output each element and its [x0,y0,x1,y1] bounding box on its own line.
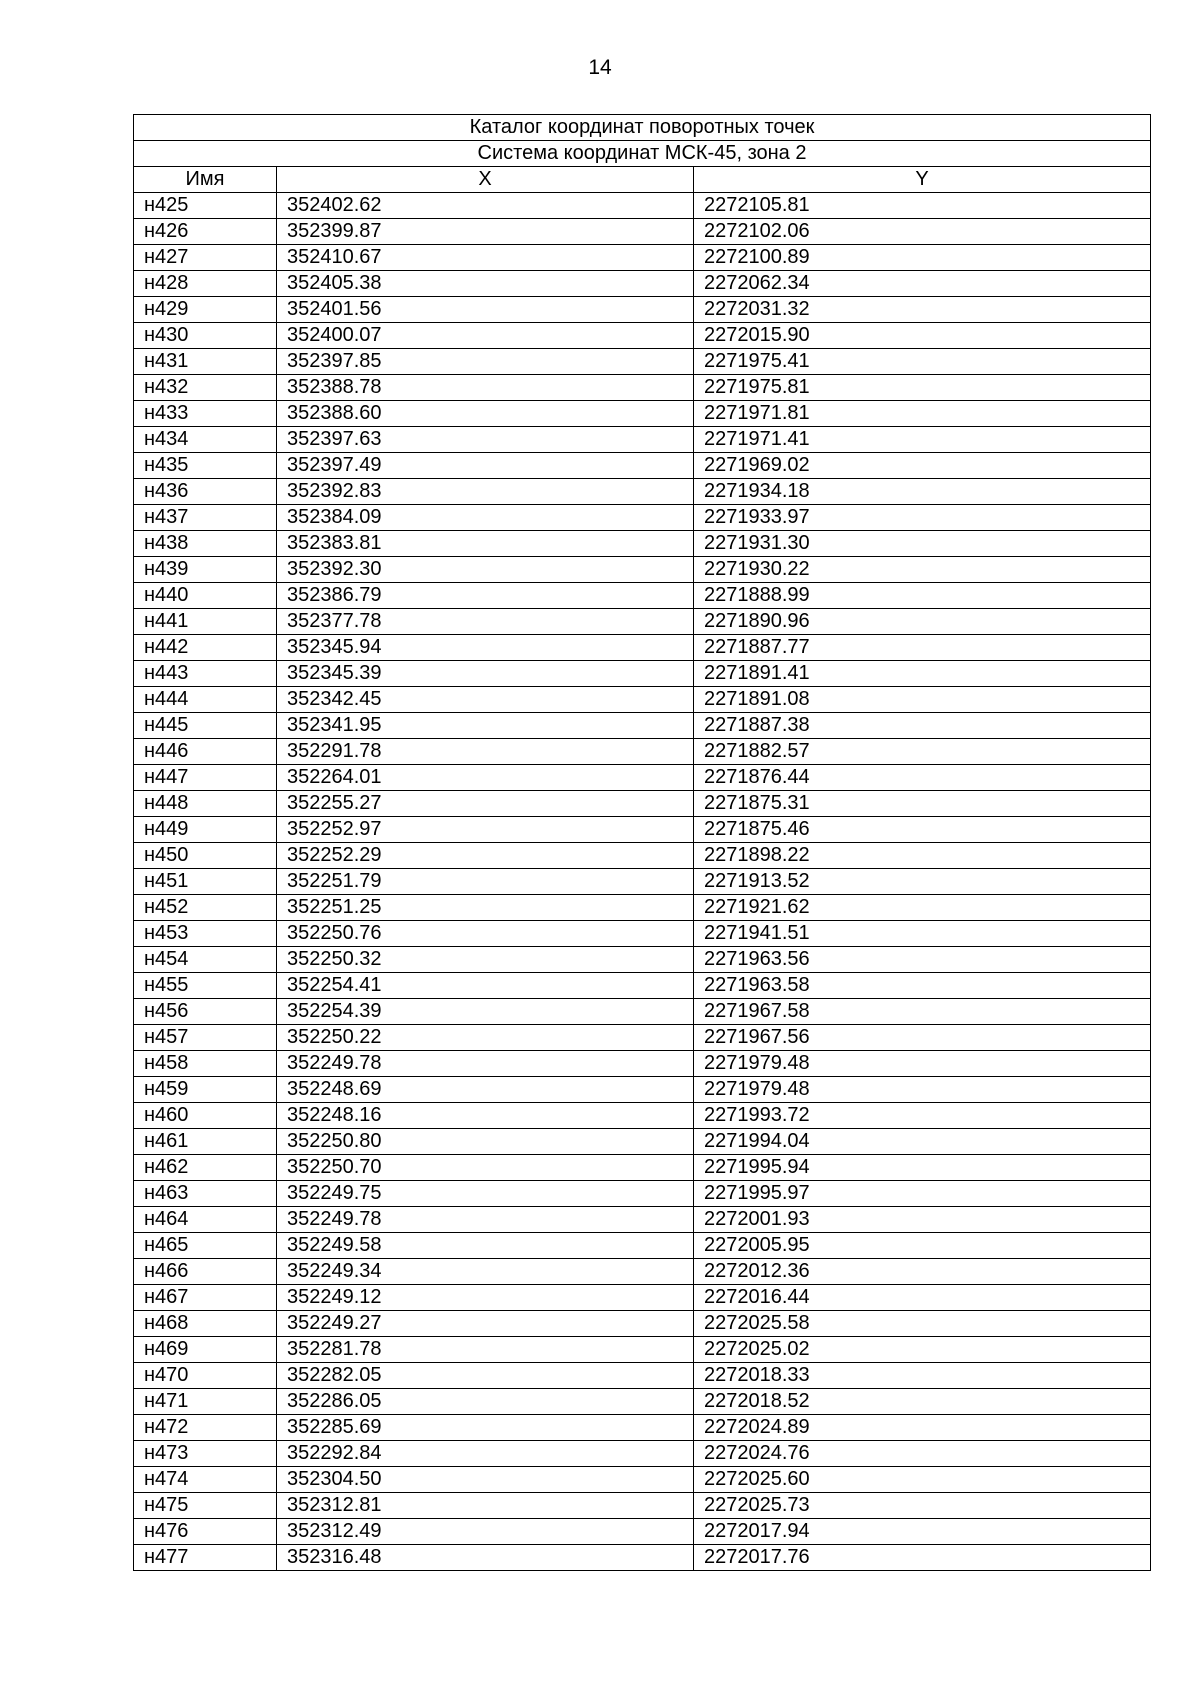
point-name-cell: н453 [134,921,277,947]
y-coordinate-cell: 2272100.89 [694,245,1151,271]
table-row [134,869,1151,895]
point-name-cell: н436 [134,479,277,505]
x-coordinate-cell: 352249.34 [277,1259,694,1285]
point-name-cell: н458 [134,1051,277,1077]
y-coordinate-cell: 2271971.41 [694,427,1151,453]
table-row [134,1155,1151,1181]
x-coordinate-cell: 352397.49 [277,453,694,479]
y-coordinate-cell: 2271967.58 [694,999,1151,1025]
point-name-cell: н429 [134,297,277,323]
table-row [134,1259,1151,1285]
point-name-cell: н428 [134,271,277,297]
point-name-cell: н443 [134,661,277,687]
point-name-cell: н464 [134,1207,277,1233]
table-subtitle-row [134,141,1151,167]
y-coordinate-cell: 2272025.02 [694,1337,1151,1363]
point-name-cell: н476 [134,1519,277,1545]
x-coordinate-cell: 352252.29 [277,843,694,869]
x-coordinate-cell: 352383.81 [277,531,694,557]
y-coordinate-cell: 2272102.06 [694,219,1151,245]
table-row [134,1545,1151,1571]
x-coordinate-cell: 352250.70 [277,1155,694,1181]
point-name-cell: н445 [134,713,277,739]
table-row [134,635,1151,661]
y-coordinate-cell: 2271933.97 [694,505,1151,531]
point-name-cell: н435 [134,453,277,479]
y-coordinate-cell: 2272025.58 [694,1311,1151,1337]
table-row [134,427,1151,453]
table-row [134,1051,1151,1077]
y-coordinate-cell: 2271993.72 [694,1103,1151,1129]
table-row [134,895,1151,921]
y-coordinate-cell: 2272025.60 [694,1467,1151,1493]
table-row [134,479,1151,505]
y-coordinate-cell: 2271975.41 [694,349,1151,375]
table-row [134,1311,1151,1337]
x-coordinate-cell: 352292.84 [277,1441,694,1467]
y-coordinate-cell: 2272024.76 [694,1441,1151,1467]
y-coordinate-cell: 2272005.95 [694,1233,1151,1259]
y-coordinate-cell: 2271887.38 [694,713,1151,739]
x-coordinate-cell: 352249.27 [277,1311,694,1337]
table-row [134,1337,1151,1363]
y-coordinate-cell: 2271979.48 [694,1051,1151,1077]
table-row [134,1519,1151,1545]
table-row [134,1077,1151,1103]
y-coordinate-cell: 2271931.30 [694,531,1151,557]
point-name-cell: н446 [134,739,277,765]
table-row [134,583,1151,609]
table-row [134,375,1151,401]
y-coordinate-cell: 2271971.81 [694,401,1151,427]
y-coordinate-cell: 2272017.94 [694,1519,1151,1545]
point-name-cell: н450 [134,843,277,869]
x-coordinate-cell: 352316.48 [277,1545,694,1571]
table-row [134,791,1151,817]
point-name-cell: н460 [134,1103,277,1129]
table-row [134,1181,1151,1207]
table-row [134,1363,1151,1389]
x-coordinate-cell: 352312.81 [277,1493,694,1519]
column-header-x: X [277,167,694,193]
x-coordinate-cell: 352250.32 [277,947,694,973]
x-coordinate-cell: 352392.30 [277,557,694,583]
point-name-cell: н468 [134,1311,277,1337]
y-coordinate-cell: 2272018.33 [694,1363,1151,1389]
y-coordinate-cell: 2271995.97 [694,1181,1151,1207]
table-row [134,245,1151,271]
x-coordinate-cell: 352250.76 [277,921,694,947]
point-name-cell: н455 [134,973,277,999]
point-name-cell: н425 [134,193,277,219]
y-coordinate-cell: 2271891.08 [694,687,1151,713]
y-coordinate-cell: 2272012.36 [694,1259,1151,1285]
x-coordinate-cell: 352384.09 [277,505,694,531]
point-name-cell: н449 [134,817,277,843]
y-coordinate-cell: 2272062.34 [694,271,1151,297]
y-coordinate-cell: 2271963.56 [694,947,1151,973]
point-name-cell: н474 [134,1467,277,1493]
x-coordinate-cell: 352397.85 [277,349,694,375]
y-coordinate-cell: 2272105.81 [694,193,1151,219]
x-coordinate-cell: 352341.95 [277,713,694,739]
point-name-cell: н441 [134,609,277,635]
point-name-cell: н440 [134,583,277,609]
x-coordinate-cell: 352285.69 [277,1415,694,1441]
x-coordinate-cell: 352386.79 [277,583,694,609]
table-row [134,1467,1151,1493]
table-row [134,1441,1151,1467]
x-coordinate-cell: 352254.41 [277,973,694,999]
point-name-cell: н432 [134,375,277,401]
table-row [134,1103,1151,1129]
table-row [134,1129,1151,1155]
point-name-cell: н466 [134,1259,277,1285]
point-name-cell: н477 [134,1545,277,1571]
x-coordinate-cell: 352251.25 [277,895,694,921]
point-name-cell: н454 [134,947,277,973]
point-name-cell: н430 [134,323,277,349]
point-name-cell: н434 [134,427,277,453]
table-row [134,817,1151,843]
column-header-y: Y [694,167,1151,193]
x-coordinate-cell: 352312.49 [277,1519,694,1545]
y-coordinate-cell: 2271891.41 [694,661,1151,687]
table-row [134,947,1151,973]
x-coordinate-cell: 352399.87 [277,219,694,245]
point-name-cell: н456 [134,999,277,1025]
x-coordinate-cell: 352388.60 [277,401,694,427]
table-row [134,973,1151,999]
y-coordinate-cell: 2272015.90 [694,323,1151,349]
table-row [134,843,1151,869]
x-coordinate-cell: 352264.01 [277,765,694,791]
table-header-row [134,167,1151,193]
y-coordinate-cell: 2271934.18 [694,479,1151,505]
point-name-cell: н459 [134,1077,277,1103]
table-row [134,1493,1151,1519]
x-coordinate-cell: 352250.22 [277,1025,694,1051]
table-row [134,271,1151,297]
point-name-cell: н467 [134,1285,277,1311]
point-name-cell: н452 [134,895,277,921]
y-coordinate-cell: 2271969.02 [694,453,1151,479]
y-coordinate-cell: 2272001.93 [694,1207,1151,1233]
table-row [134,1233,1151,1259]
point-name-cell: н465 [134,1233,277,1259]
y-coordinate-cell: 2271876.44 [694,765,1151,791]
x-coordinate-cell: 352291.78 [277,739,694,765]
x-coordinate-cell: 352255.27 [277,791,694,817]
point-name-cell: н444 [134,687,277,713]
table-row [134,661,1151,687]
x-coordinate-cell: 352249.75 [277,1181,694,1207]
x-coordinate-cell: 352286.05 [277,1389,694,1415]
point-name-cell: н469 [134,1337,277,1363]
point-name-cell: н438 [134,531,277,557]
point-name-cell: н439 [134,557,277,583]
point-name-cell: н433 [134,401,277,427]
table-row [134,1285,1151,1311]
table-row [134,453,1151,479]
point-name-cell: н448 [134,791,277,817]
x-coordinate-cell: 352388.78 [277,375,694,401]
table-row [134,505,1151,531]
y-coordinate-cell: 2271995.94 [694,1155,1151,1181]
table-row [134,1389,1151,1415]
table-body [134,193,1151,1571]
x-coordinate-cell: 352377.78 [277,609,694,635]
point-name-cell: н472 [134,1415,277,1441]
point-name-cell: н442 [134,635,277,661]
point-name-cell: н431 [134,349,277,375]
point-name-cell: н461 [134,1129,277,1155]
y-coordinate-cell: 2271975.81 [694,375,1151,401]
x-coordinate-cell: 352392.83 [277,479,694,505]
table-title: Каталог координат поворотных точек [134,115,1151,141]
table-row [134,687,1151,713]
y-coordinate-cell: 2272018.52 [694,1389,1151,1415]
x-coordinate-cell: 352249.12 [277,1285,694,1311]
x-coordinate-cell: 352250.80 [277,1129,694,1155]
table-row [134,609,1151,635]
table-row [134,297,1151,323]
point-name-cell: н451 [134,869,277,895]
x-coordinate-cell: 352304.50 [277,1467,694,1493]
table-row [134,1025,1151,1051]
point-name-cell: н470 [134,1363,277,1389]
y-coordinate-cell: 2271898.22 [694,843,1151,869]
x-coordinate-cell: 352251.79 [277,869,694,895]
point-name-cell: н473 [134,1441,277,1467]
table-row [134,921,1151,947]
y-coordinate-cell: 2271887.77 [694,635,1151,661]
y-coordinate-cell: 2271930.22 [694,557,1151,583]
y-coordinate-cell: 2271888.99 [694,583,1151,609]
x-coordinate-cell: 352345.94 [277,635,694,661]
table-row [134,401,1151,427]
x-coordinate-cell: 352282.05 [277,1363,694,1389]
y-coordinate-cell: 2271890.96 [694,609,1151,635]
table-row [134,713,1151,739]
x-coordinate-cell: 352252.97 [277,817,694,843]
table-row [134,999,1151,1025]
column-header-name: Имя [134,167,277,193]
x-coordinate-cell: 352345.39 [277,661,694,687]
table-row [134,349,1151,375]
table-row [134,219,1151,245]
x-coordinate-cell: 352249.78 [277,1207,694,1233]
y-coordinate-cell: 2272025.73 [694,1493,1151,1519]
x-coordinate-cell: 352342.45 [277,687,694,713]
y-coordinate-cell: 2272017.76 [694,1545,1151,1571]
coordinate-catalog-table [133,114,1151,1571]
y-coordinate-cell: 2271921.62 [694,895,1151,921]
point-name-cell: н471 [134,1389,277,1415]
x-coordinate-cell: 352405.38 [277,271,694,297]
point-name-cell: н475 [134,1493,277,1519]
table-row [134,739,1151,765]
x-coordinate-cell: 352397.63 [277,427,694,453]
x-coordinate-cell: 352410.67 [277,245,694,271]
point-name-cell: н463 [134,1181,277,1207]
y-coordinate-cell: 2271875.31 [694,791,1151,817]
table-row [134,531,1151,557]
point-name-cell: н437 [134,505,277,531]
table-row [134,765,1151,791]
table-row [134,1415,1151,1441]
table-subtitle: Система координат МСК-45, зона 2 [134,141,1151,167]
x-coordinate-cell: 352281.78 [277,1337,694,1363]
point-name-cell: н462 [134,1155,277,1181]
table-title-row [134,115,1151,141]
x-coordinate-cell: 352248.16 [277,1103,694,1129]
y-coordinate-cell: 2271941.51 [694,921,1151,947]
point-name-cell: н447 [134,765,277,791]
y-coordinate-cell: 2272024.89 [694,1415,1151,1441]
page-number: 14 [588,56,612,79]
y-coordinate-cell: 2271994.04 [694,1129,1151,1155]
x-coordinate-cell: 352400.07 [277,323,694,349]
table-row [134,557,1151,583]
table-row [134,323,1151,349]
x-coordinate-cell: 352401.56 [277,297,694,323]
x-coordinate-cell: 352254.39 [277,999,694,1025]
table-row [134,1207,1151,1233]
table-row [134,193,1151,219]
y-coordinate-cell: 2271875.46 [694,817,1151,843]
y-coordinate-cell: 2271979.48 [694,1077,1151,1103]
y-coordinate-cell: 2271882.57 [694,739,1151,765]
x-coordinate-cell: 352249.78 [277,1051,694,1077]
y-coordinate-cell: 2272031.32 [694,297,1151,323]
point-name-cell: н427 [134,245,277,271]
y-coordinate-cell: 2272016.44 [694,1285,1151,1311]
y-coordinate-cell: 2271967.56 [694,1025,1151,1051]
point-name-cell: н457 [134,1025,277,1051]
y-coordinate-cell: 2271913.52 [694,869,1151,895]
x-coordinate-cell: 352248.69 [277,1077,694,1103]
y-coordinate-cell: 2271963.58 [694,973,1151,999]
x-coordinate-cell: 352402.62 [277,193,694,219]
point-name-cell: н426 [134,219,277,245]
x-coordinate-cell: 352249.58 [277,1233,694,1259]
